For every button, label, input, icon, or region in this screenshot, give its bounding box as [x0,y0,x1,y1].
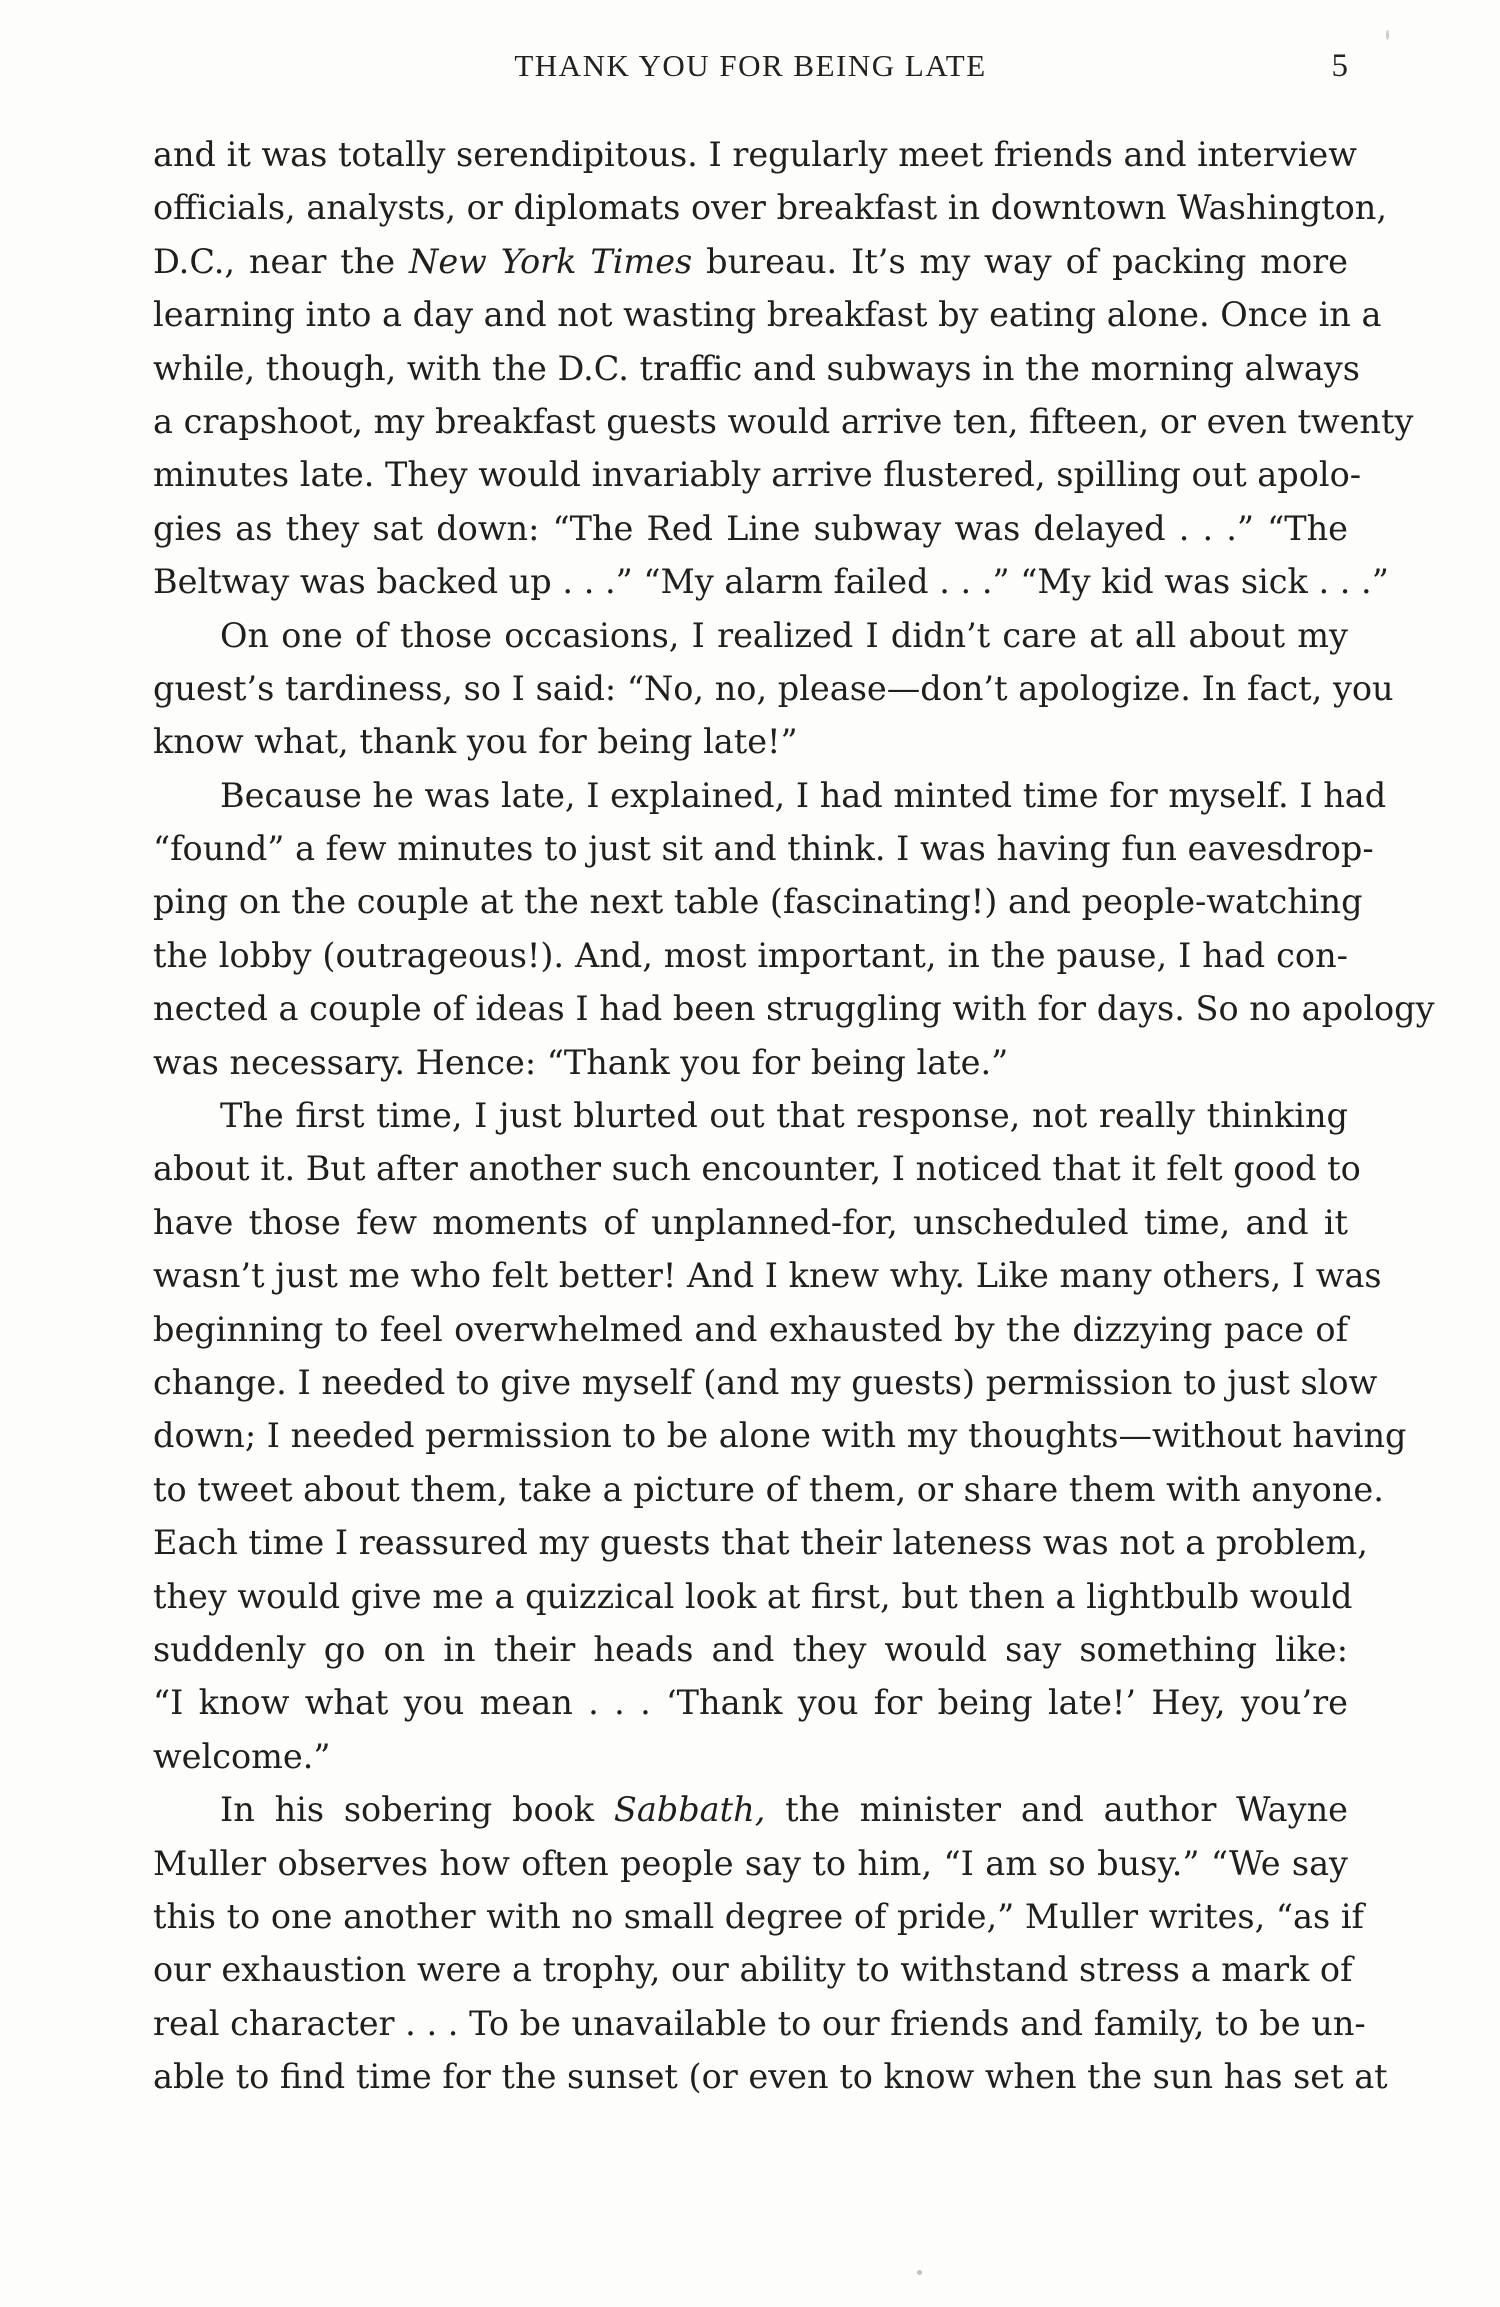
text-line: Beltway was backed up . . .” “My alarm failed . . .” “My kid was sick . . .” [153,562,1389,602]
text-line: change. I needed to give myself (and my guests) permission to just slow [153,1362,1378,1402]
text-run: D.C., near the [153,241,396,281]
paragraph-first-line: Because he was late, I explained, I had minted time for myself. I had [220,775,1387,815]
page-number: 5 [1331,48,1348,84]
text-line: wasn’t just me who felt better! And I knew why. Like many others, I was [153,1256,1382,1296]
text-line: ping on the couple at the next table (fascinating!) and people-watching [153,882,1363,922]
text-run: bureau. It’s my way of packing more [706,241,1349,281]
text-line: beginning to feel overwhelmed and exhausted by the dizzying pace of [153,1309,1348,1349]
running-head [153,48,1348,88]
paragraph-last-line: welcome.” [153,1736,331,1776]
paragraph-first-line: The first time, I just blurted out that response, not really thinking [220,1096,1348,1136]
text-line: the lobby (outrageous!). And, most important, in the pause, I had con- [153,935,1348,975]
text-line: able to find time for the sunset (or even to know when the sun has set at [153,2057,1388,2097]
running-title: THANK YOU FOR BEING LATE [514,48,987,83]
text-line: Muller observes how often people say to him, “I am so busy.” “We say [153,1843,1348,1883]
text-line: while, though, with the D.C. traffic and subways in the morning always [153,348,1360,388]
scan-speck [1386,30,1389,40]
text-line: real character . . . To be unavailable to our friends and family, to be un- [153,2003,1366,2043]
text-line: Each time I reassured my guests that their lateness was not a problem, [153,1523,1368,1563]
text-line: learning into a day and not wasting breakfast by eating alone. Once in a [153,295,1382,335]
text-line: nected a couple of ideas I had been struggling with for days. So no apology [153,989,1435,1029]
text-line: “I know what you mean . . . ‘Thank you for being late!’ Hey, you’re [153,1683,1348,1723]
body-text [153,128,1435,2103]
text-line: this to one another with no small degree of pride,” Muller writes, “as if [153,1896,1364,1936]
paragraph-last-line: know what, thank you for being late!” [153,722,798,762]
paragraph-first-line: On one of those occasions, I realized I didn’t care at all about my [220,615,1348,655]
text-line: “found” a few minutes to just sit and think. I was having fun eavesdrop- [153,829,1374,869]
text-line: a crapshoot, my breakfast guests would arrive ten, fifteen, or even twenty [153,401,1414,441]
book-title: Sabbath, [613,1790,766,1830]
text-line: officials, analysts, or diplomats over breakfast in downtown Washington, [153,188,1387,228]
text-line: minutes late. They would invariably arrive flustered, spilling out apolo- [153,455,1362,495]
text-line: guest’s tardiness, so I said: “No, no, please—don’t apologize. In fact, you [153,668,1394,708]
text-line: gies as they sat down: “The Red Line subway was delayed . . .” “The [153,508,1348,548]
text-line: down; I needed permission to be alone with my thoughts—without having [153,1416,1407,1456]
text-line: suddenly go on in their heads and they would say something like: [153,1629,1348,1669]
text-line [153,235,1348,288]
text-line: have those few moments of unplanned-for, unscheduled time, and it [153,1202,1348,1242]
text-line: our exhaustion were a trophy, our ability to withstand stress a mark of [153,1950,1353,1990]
text-run: the minister and author Wayne [785,1790,1348,1830]
text-line: and it was totally serendipitous. I regularly meet friends and interview [153,135,1357,174]
text-line: they would give me a quizzical look at first, but then a lightbulb would [153,1576,1353,1616]
text-line: to tweet about them, take a picture of them, or share them with anyone. [153,1469,1384,1509]
paragraph-last-line: was necessary. Hence: “Thank you for being late.” [153,1042,1009,1082]
newspaper-title: New York Times [409,241,693,281]
text-run: In his sobering book [220,1790,595,1830]
text-line: about it. But after another such encounter, I noticed that it felt good to [153,1149,1361,1189]
paragraph-first-line [153,1783,1348,1836]
scan-speck [917,2270,922,2275]
